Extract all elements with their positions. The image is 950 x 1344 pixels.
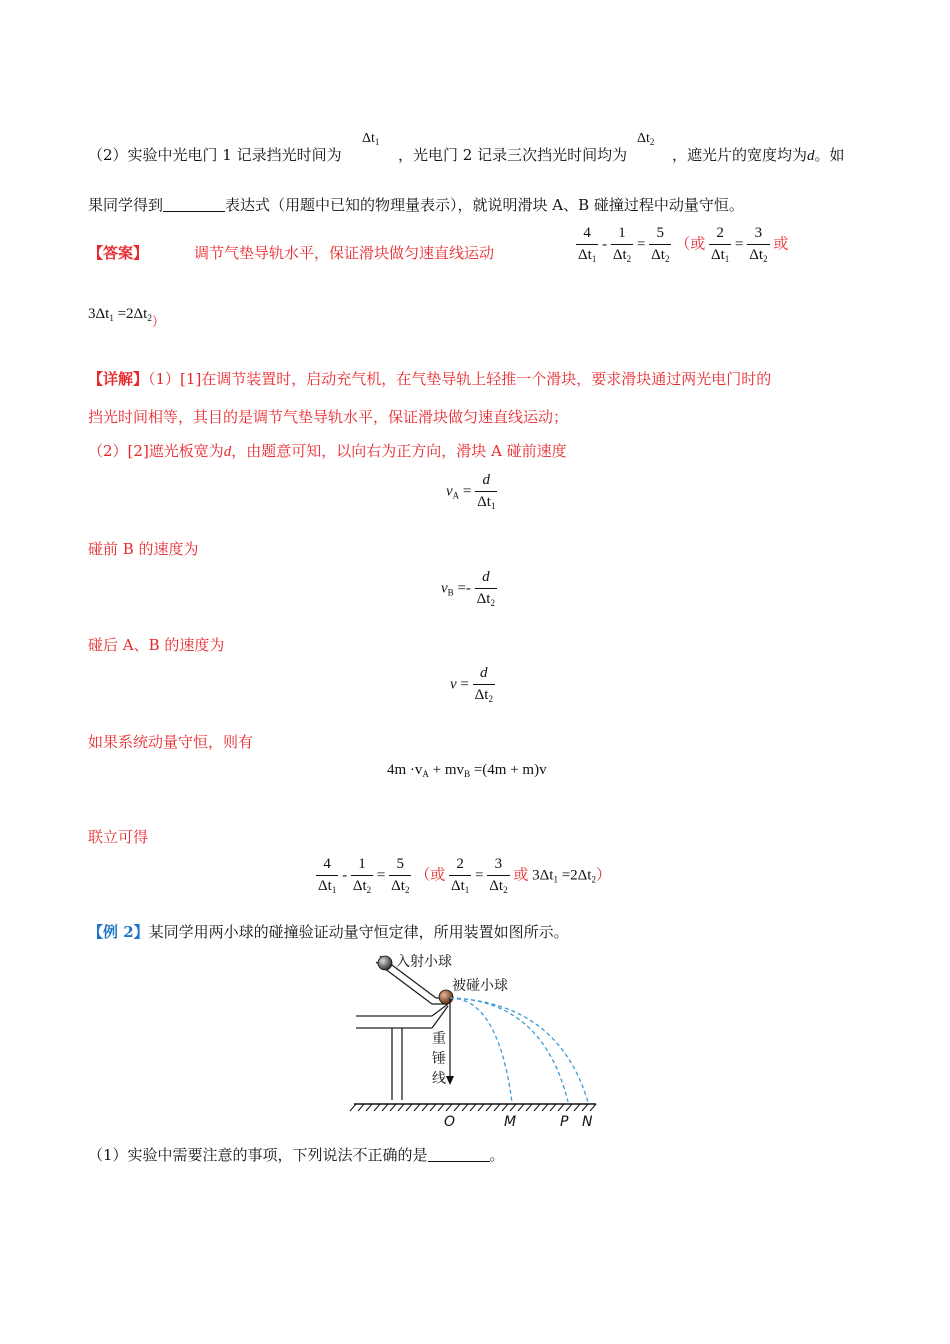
- dt1-symbol: $\Delta t_1$: [362, 131, 380, 147]
- detail-paragraph-3: （2）[2]遮光板宽为d，由题意可知，以向右为正方向，滑块 A 碰前速度: [88, 442, 567, 460]
- example-2-heading: 【例 2】某同学用两小球的碰撞验证动量守恒定律，所用装置如图所示。: [88, 923, 569, 941]
- formula-v: v = $\frac{d}{\Delta t_2}$: [450, 665, 493, 704]
- formula-vb: $v_B$ =- $\frac{d}{\Delta t_2}$: [441, 569, 495, 608]
- example-2-question-1: （1）实验中需要注意的事项，下列说法不正确的是 。: [88, 1146, 505, 1164]
- momentum-equation: $4m \cdot v_A + mv_B =(4m + m)v$: [387, 762, 547, 779]
- trajectory-m: [450, 998, 512, 1102]
- trajectory-n: [450, 998, 588, 1102]
- answer-label: 【答案】: [88, 244, 149, 262]
- question-2-line1: （2）实验中光电门 1 记录挡光时间为: [88, 146, 342, 164]
- question-2-line1-b: ，光电门 2 记录三次挡光时间均为: [398, 146, 628, 164]
- plumb-label-3: 线: [432, 1071, 446, 1087]
- answer-formula: $\frac{4}{\Delta t_1}$ - $\frac{1}{\Delta t_2}$ = $\frac{5}{\Delta t_2}$ （或 $\frac{2}{\Delta t_1}$ = $\frac{3}{\Delta t_2}$ 或: [578, 225, 789, 264]
- plumb-line: [446, 998, 454, 1085]
- detail-paragraph-2: 挡光时间相等，其目的是调节气垫导轨水平，保证滑块做匀速直线运动；: [88, 408, 569, 426]
- point-o-label: O: [444, 1114, 456, 1130]
- point-p-label: P: [560, 1114, 569, 1130]
- answer-formula-line2: $3\Delta t_1 =2\Delta t_2$）: [88, 306, 165, 329]
- conserve-text: 如果系统动量守恒，则有: [88, 733, 254, 751]
- formula-va: $v_A$ = $\frac{d}{\Delta t_1}$: [446, 472, 496, 511]
- detail-paragraph-1: 【详解】（1）[1]在调节装置时，启动充气机，在气垫导轨上轻推一个滑块，要求滑块通过两光电门时的: [88, 370, 772, 388]
- dt2-symbol: $\Delta t_2$: [637, 131, 655, 147]
- point-n-label: N: [582, 1114, 593, 1130]
- plumb-label-2: 锤: [432, 1051, 446, 1067]
- question-1-blank: [428, 1147, 490, 1162]
- plumb-label-1: 重: [432, 1031, 446, 1047]
- question-2-line2: 果同学得到 表达式（用题中已知的物理量表示），就说明滑块 A、B 碰撞过程中动量守恒。: [88, 196, 744, 214]
- final-formula: $\frac{4}{\Delta t_1}$ - $\frac{1}{\Delta t_2}$ = $\frac{5}{\Delta t_2}$ （或 $\frac{2}{\Delta t_1}$ = $\frac{3}{\Delta t_2}$ 或 $3\Delta t_1 =2\Delta t_2$）: [318, 856, 611, 895]
- combine-text: 联立可得: [88, 828, 149, 846]
- ground: [350, 1104, 596, 1111]
- point-m-label: M: [504, 1114, 517, 1130]
- target-ball: [439, 990, 453, 1004]
- incident-ball-label: 入射小球: [396, 954, 452, 970]
- trajectories: [450, 998, 588, 1102]
- collision-apparatus-diagram: [348, 948, 604, 1132]
- before-b-text: 碰前 B 的速度为: [88, 540, 199, 558]
- question-2-line1-c: ，遮光片的宽度均为d。如: [672, 146, 845, 164]
- after-text: 碰后 A、B 的速度为: [88, 636, 225, 654]
- target-ball-label: 被碰小球: [452, 978, 508, 994]
- answer-text: 调节气垫导轨水平，保证滑块做匀速直线运动: [194, 244, 495, 262]
- incident-ball: [378, 956, 392, 970]
- answer-blank: [163, 197, 225, 212]
